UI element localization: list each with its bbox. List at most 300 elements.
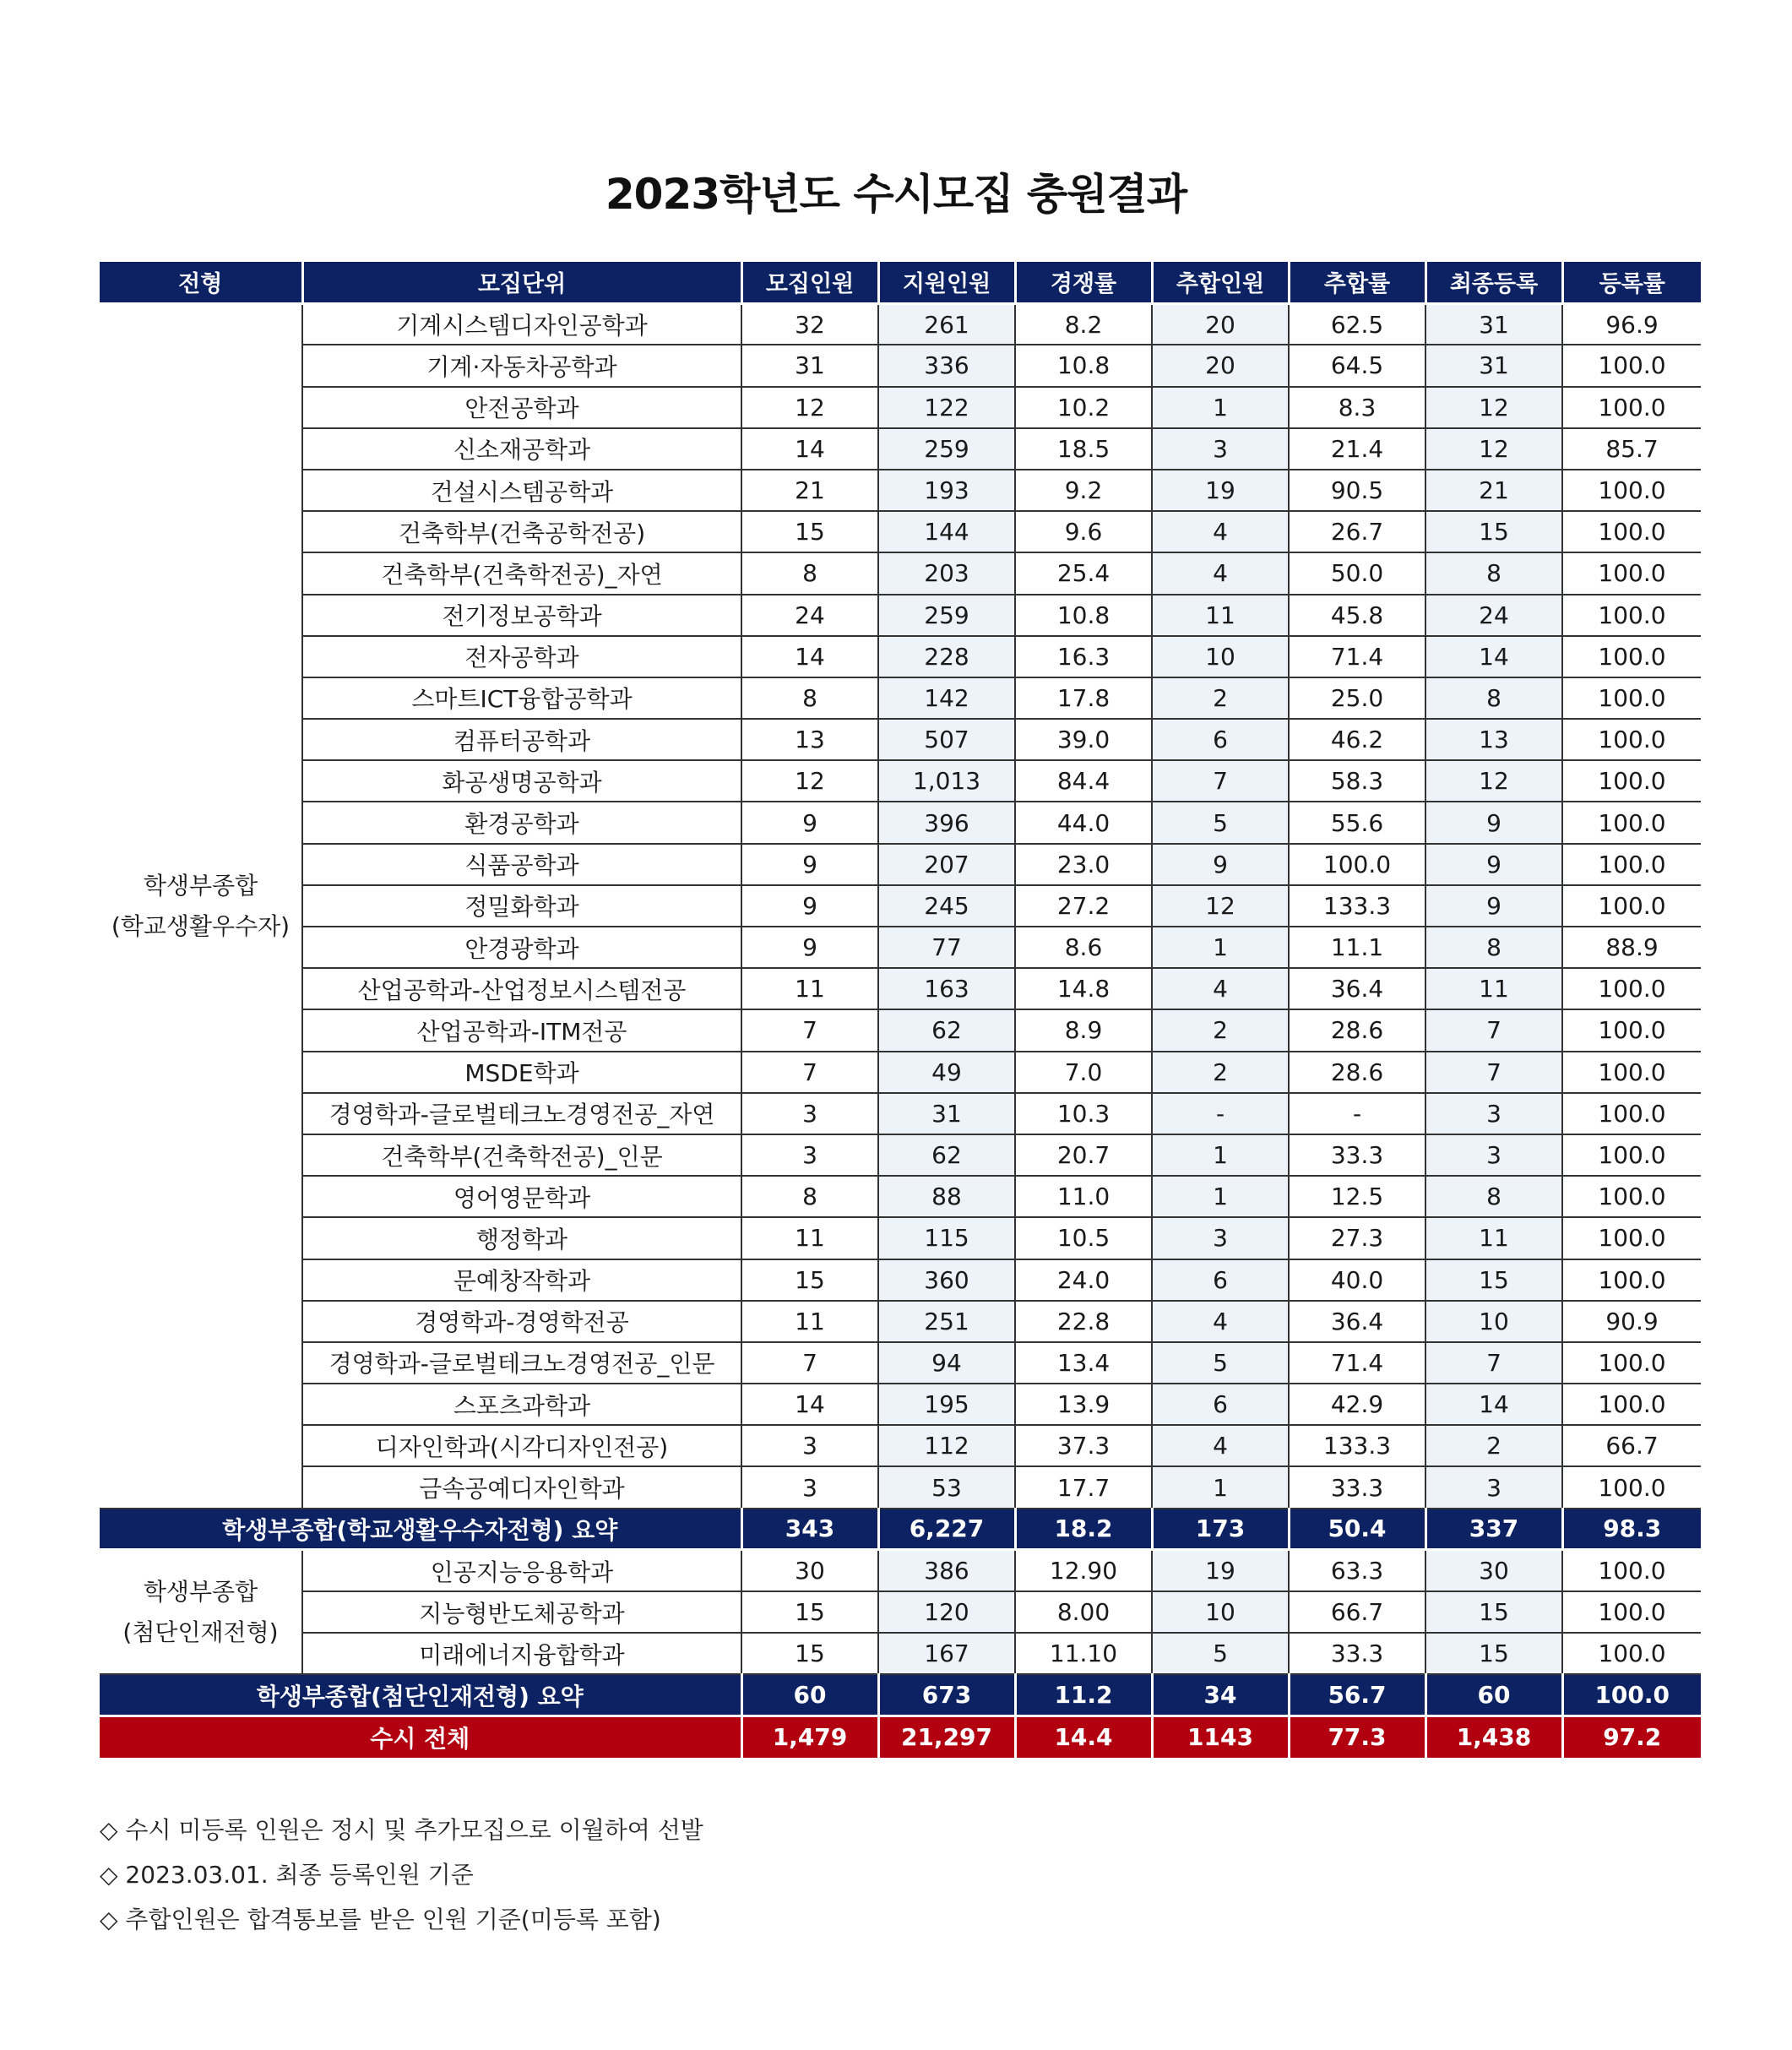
value-cell: 112	[878, 1425, 1015, 1466]
header-cell: 모집단위	[302, 262, 741, 303]
unit-name-cell: 미래에너지융합학과	[302, 1633, 741, 1674]
value-cell: 259	[878, 428, 1015, 470]
value-cell: 228	[878, 636, 1015, 677]
summary-value: 60	[741, 1674, 878, 1716]
value-cell: 193	[878, 470, 1015, 511]
summary-label: 학생부종합(첨단인재전형) 요약	[100, 1674, 741, 1716]
table-row	[100, 1466, 1701, 1508]
unit-name-cell: 행정학과	[302, 1217, 741, 1259]
unit-name-cell: 영어영문학과	[302, 1176, 741, 1217]
value-cell: 195	[878, 1384, 1015, 1425]
value-cell: 53	[878, 1466, 1015, 1508]
unit-name-cell: 건축학부(건축학전공)_자연	[302, 552, 741, 594]
value-cell: 9	[741, 885, 878, 927]
value-cell: 31	[741, 345, 878, 386]
value-cell: 8.6	[1015, 927, 1152, 968]
value-cell: 9.2	[1015, 470, 1152, 511]
value-cell: 14	[741, 1384, 878, 1425]
value-cell: 15	[741, 1259, 878, 1301]
value-cell: 3	[741, 1134, 878, 1176]
summary-value: 343	[741, 1509, 878, 1550]
summary-value: 56.7	[1289, 1674, 1425, 1716]
value-cell: 100.0	[1289, 844, 1425, 885]
value-cell: 10.2	[1015, 387, 1152, 428]
value-cell: 77	[878, 927, 1015, 968]
value-cell: 8	[1425, 677, 1562, 719]
value-cell: 100.0	[1562, 885, 1701, 927]
value-cell: 100.0	[1562, 1342, 1701, 1384]
value-cell: 11	[1425, 1217, 1562, 1259]
value-cell: 66.7	[1562, 1425, 1701, 1466]
value-cell: 39.0	[1015, 719, 1152, 760]
value-cell: 507	[878, 719, 1015, 760]
value-cell: 100.0	[1562, 1009, 1701, 1051]
unit-name-cell: 기계시스템디자인공학과	[302, 303, 741, 345]
value-cell: 18.5	[1015, 428, 1152, 470]
value-cell: 3	[1425, 1466, 1562, 1508]
value-cell: 10.5	[1015, 1217, 1152, 1259]
value-cell: 33.3	[1289, 1134, 1425, 1176]
value-cell: 12.5	[1289, 1176, 1425, 1217]
value-cell: 133.3	[1289, 885, 1425, 927]
table-row	[100, 1093, 1701, 1134]
table-row	[100, 1342, 1701, 1384]
value-cell: 12	[1425, 387, 1562, 428]
table-row	[100, 1633, 1701, 1674]
value-cell: 8	[741, 1176, 878, 1217]
value-cell: 33.3	[1289, 1633, 1425, 1674]
value-cell: 13	[1425, 719, 1562, 760]
value-cell: 71.4	[1289, 1342, 1425, 1384]
value-cell: 203	[878, 552, 1015, 594]
value-cell: 8.9	[1015, 1009, 1152, 1051]
value-cell: 96.9	[1562, 303, 1701, 345]
table-row	[100, 1009, 1701, 1051]
value-cell: 42.9	[1289, 1384, 1425, 1425]
value-cell: 3	[1425, 1093, 1562, 1134]
value-cell: 11	[1152, 595, 1289, 636]
value-cell: 3	[741, 1093, 878, 1134]
summary-value: 173	[1152, 1509, 1289, 1550]
value-cell: 10	[1152, 1591, 1289, 1633]
table-row	[100, 345, 1701, 386]
value-cell: 9	[741, 927, 878, 968]
value-cell: 2	[1425, 1425, 1562, 1466]
value-cell: 19	[1152, 470, 1289, 511]
summary-label: 학생부종합(학교생활우수자전형) 요약	[100, 1509, 741, 1550]
value-cell: 20.7	[1015, 1134, 1152, 1176]
value-cell: 10	[1425, 1301, 1562, 1342]
table-row	[100, 719, 1701, 760]
value-cell: 7	[1425, 1009, 1562, 1051]
value-cell: 2	[1152, 1052, 1289, 1093]
value-cell: 9	[1425, 802, 1562, 843]
value-cell: 11	[741, 1301, 878, 1342]
value-cell: 100.0	[1562, 345, 1701, 386]
value-cell: 62	[878, 1134, 1015, 1176]
value-cell: 1	[1152, 1466, 1289, 1508]
value-cell: 245	[878, 885, 1015, 927]
value-cell: 21	[1425, 470, 1562, 511]
header-cell: 전형	[100, 262, 302, 303]
unit-name-cell: 건축학부(건축학전공)_인문	[302, 1134, 741, 1176]
unit-name-cell: 건축학부(건축공학전공)	[302, 511, 741, 552]
value-cell: -	[1152, 1093, 1289, 1134]
table-row	[100, 387, 1701, 428]
unit-name-cell: 환경공학과	[302, 802, 741, 843]
category-cell	[100, 1550, 302, 1675]
value-cell: 9	[1425, 844, 1562, 885]
value-cell: 13	[741, 719, 878, 760]
value-cell: 62	[878, 1009, 1015, 1051]
value-cell: 6	[1152, 1384, 1289, 1425]
value-cell: 8	[741, 677, 878, 719]
total-value: 1143	[1152, 1716, 1289, 1758]
value-cell: 100.0	[1562, 511, 1701, 552]
value-cell: 9.6	[1015, 511, 1152, 552]
value-cell: 28.6	[1289, 1009, 1425, 1051]
value-cell: 15	[741, 511, 878, 552]
unit-name-cell: 화공생명공학과	[302, 760, 741, 802]
table-row	[100, 1217, 1701, 1259]
value-cell: 142	[878, 677, 1015, 719]
value-cell: 6	[1152, 719, 1289, 760]
value-cell: 10	[1152, 636, 1289, 677]
value-cell: 1	[1152, 1134, 1289, 1176]
value-cell: 32	[741, 303, 878, 345]
unit-name-cell: 정밀화학과	[302, 885, 741, 927]
value-cell: 50.0	[1289, 552, 1425, 594]
value-cell: 7	[1425, 1052, 1562, 1093]
value-cell: 84.4	[1015, 760, 1152, 802]
header-cell: 지원인원	[878, 262, 1015, 303]
value-cell: 2	[1152, 677, 1289, 719]
value-cell: 14	[741, 636, 878, 677]
table-row	[100, 968, 1701, 1009]
value-cell: 7.0	[1015, 1052, 1152, 1093]
value-cell: 12	[1425, 428, 1562, 470]
table-row	[100, 511, 1701, 552]
value-cell: 28.6	[1289, 1052, 1425, 1093]
unit-name-cell: 건설시스템공학과	[302, 470, 741, 511]
unit-name-cell: 지능형반도체공학과	[302, 1591, 741, 1633]
value-cell: 17.8	[1015, 677, 1152, 719]
value-cell: 261	[878, 303, 1015, 345]
value-cell: 5	[1152, 1342, 1289, 1384]
value-cell: 4	[1152, 552, 1289, 594]
value-cell: 20	[1152, 303, 1289, 345]
value-cell: 19	[1152, 1550, 1289, 1591]
value-cell: 25.4	[1015, 552, 1152, 594]
total-value: 97.2	[1562, 1716, 1701, 1758]
value-cell: 122	[878, 387, 1015, 428]
unit-name-cell: 산업공학과-산업정보시스템전공	[302, 968, 741, 1009]
unit-name-cell: 컴퓨터공학과	[302, 719, 741, 760]
value-cell: 100.0	[1562, 719, 1701, 760]
value-cell: 71.4	[1289, 636, 1425, 677]
value-cell: 3	[1425, 1134, 1562, 1176]
value-cell: 14	[741, 428, 878, 470]
unit-name-cell: 경영학과-글로벌테크노경영전공_자연	[302, 1093, 741, 1134]
table-row	[100, 927, 1701, 968]
summary-value: 11.2	[1015, 1674, 1152, 1716]
value-cell: 207	[878, 844, 1015, 885]
value-cell: 36.4	[1289, 968, 1425, 1009]
unit-name-cell: 금속공예디자인학과	[302, 1466, 741, 1508]
summary-value: 673	[878, 1674, 1015, 1716]
table-row	[100, 844, 1701, 885]
category-label: (첨단인재전형)	[122, 1618, 279, 1646]
unit-name-cell: 인공지능응용학과	[302, 1550, 741, 1591]
category-label: (학교생활우수자)	[111, 911, 291, 940]
total-value: 1,479	[741, 1716, 878, 1758]
value-cell: 396	[878, 802, 1015, 843]
value-cell: 62.5	[1289, 303, 1425, 345]
value-cell: 1	[1152, 927, 1289, 968]
header-row	[100, 262, 1701, 303]
value-cell: 10.8	[1015, 345, 1152, 386]
total-value: 1,438	[1425, 1716, 1562, 1758]
value-cell: 8	[741, 552, 878, 594]
value-cell: 27.3	[1289, 1217, 1425, 1259]
value-cell: 11.1	[1289, 927, 1425, 968]
value-cell: 100.0	[1562, 1217, 1701, 1259]
table-row	[100, 885, 1701, 927]
value-cell: 46.2	[1289, 719, 1425, 760]
table-row	[100, 1301, 1701, 1342]
value-cell: 9	[741, 802, 878, 843]
value-cell: 386	[878, 1550, 1015, 1591]
value-cell: 16.3	[1015, 636, 1152, 677]
value-cell: 100.0	[1562, 1384, 1701, 1425]
value-cell: 3	[1152, 428, 1289, 470]
value-cell: 15	[1425, 1633, 1562, 1674]
value-cell: 30	[1425, 1550, 1562, 1591]
table-row	[100, 1384, 1701, 1425]
value-cell: 15	[1425, 1591, 1562, 1633]
table-row	[100, 677, 1701, 719]
table-row	[100, 1591, 1701, 1633]
value-cell: 100.0	[1562, 844, 1701, 885]
value-cell: 17.7	[1015, 1466, 1152, 1508]
header-cell: 추합인원	[1152, 262, 1289, 303]
value-cell: 115	[878, 1217, 1015, 1259]
value-cell: 15	[1425, 511, 1562, 552]
table-row	[100, 1550, 1701, 1591]
value-cell: 100.0	[1562, 636, 1701, 677]
value-cell: 21.4	[1289, 428, 1425, 470]
summary-value: 98.3	[1562, 1509, 1701, 1550]
value-cell: 58.3	[1289, 760, 1425, 802]
value-cell: 100.0	[1562, 968, 1701, 1009]
value-cell: 259	[878, 595, 1015, 636]
value-cell: 14	[1425, 636, 1562, 677]
value-cell: 100.0	[1562, 1093, 1701, 1134]
table-row	[100, 1052, 1701, 1093]
unit-name-cell: 안전공학과	[302, 387, 741, 428]
total-value: 14.4	[1015, 1716, 1152, 1758]
value-cell: 4	[1152, 1425, 1289, 1466]
unit-name-cell: 전자공학과	[302, 636, 741, 677]
category-cell	[100, 303, 302, 1508]
table-row	[100, 428, 1701, 470]
value-cell: 100.0	[1562, 802, 1701, 843]
total-row	[100, 1716, 1701, 1758]
value-cell: 10.8	[1015, 595, 1152, 636]
category-label: 학생부종합	[143, 872, 258, 900]
value-cell: 13.9	[1015, 1384, 1152, 1425]
value-cell: 100.0	[1562, 1052, 1701, 1093]
value-cell: 4	[1152, 968, 1289, 1009]
unit-name-cell: 경영학과-경영학전공	[302, 1301, 741, 1342]
value-cell: 44.0	[1015, 802, 1152, 843]
unit-name-cell: 디자인학과(시각디자인전공)	[302, 1425, 741, 1466]
value-cell: 7	[741, 1342, 878, 1384]
value-cell: 31	[878, 1093, 1015, 1134]
unit-name-cell: 전기정보공학과	[302, 595, 741, 636]
value-cell: 90.9	[1562, 1301, 1701, 1342]
value-cell: 27.2	[1015, 885, 1152, 927]
value-cell: 7	[1425, 1342, 1562, 1384]
value-cell: 100.0	[1562, 677, 1701, 719]
table-row	[100, 470, 1701, 511]
value-cell: 15	[741, 1633, 878, 1674]
value-cell: 12.90	[1015, 1550, 1152, 1591]
value-cell: 23.0	[1015, 844, 1152, 885]
value-cell: 94	[878, 1342, 1015, 1384]
value-cell: 11.0	[1015, 1176, 1152, 1217]
value-cell: 5	[1152, 1633, 1289, 1674]
table-row	[100, 760, 1701, 802]
unit-name-cell: 안경광학과	[302, 927, 741, 968]
value-cell: 8	[1425, 552, 1562, 594]
value-cell: -	[1289, 1093, 1425, 1134]
value-cell: 45.8	[1289, 595, 1425, 636]
table-row	[100, 636, 1701, 677]
footnote: ◇ 2023.03.01. 최종 등록인원 기준	[100, 1861, 474, 1889]
total-value: 77.3	[1289, 1716, 1425, 1758]
value-cell: 25.0	[1289, 677, 1425, 719]
value-cell: 22.8	[1015, 1301, 1152, 1342]
value-cell: 100.0	[1562, 1550, 1701, 1591]
value-cell: 30	[741, 1550, 878, 1591]
value-cell: 8	[1425, 1176, 1562, 1217]
value-cell: 11	[1425, 968, 1562, 1009]
summary-value: 18.2	[1015, 1509, 1152, 1550]
value-cell: 100.0	[1562, 1633, 1701, 1674]
value-cell: 3	[741, 1425, 878, 1466]
summary-value: 34	[1152, 1674, 1289, 1716]
value-cell: 1	[1152, 387, 1289, 428]
value-cell: 100.0	[1562, 552, 1701, 594]
value-cell: 100.0	[1562, 1259, 1701, 1301]
value-cell: 8.00	[1015, 1591, 1152, 1633]
table-row	[100, 1176, 1701, 1217]
value-cell: 5	[1152, 802, 1289, 843]
value-cell: 63.3	[1289, 1550, 1425, 1591]
value-cell: 120	[878, 1591, 1015, 1633]
value-cell: 14	[1425, 1384, 1562, 1425]
value-cell: 12	[741, 387, 878, 428]
value-cell: 9	[1152, 844, 1289, 885]
value-cell: 8	[1425, 927, 1562, 968]
total-label: 수시 전체	[100, 1716, 741, 1758]
header-cell: 모집인원	[741, 262, 878, 303]
table-row	[100, 1259, 1701, 1301]
unit-name-cell: 스포츠과학과	[302, 1384, 741, 1425]
value-cell: 144	[878, 511, 1015, 552]
value-cell: 88.9	[1562, 927, 1701, 968]
value-cell: 88	[878, 1176, 1015, 1217]
footnote: ◇ 수시 미등록 인원은 정시 및 추가모집으로 이월하여 선발	[100, 1816, 703, 1844]
value-cell: 8.2	[1015, 303, 1152, 345]
value-cell: 40.0	[1289, 1259, 1425, 1301]
value-cell: 24	[741, 595, 878, 636]
value-cell: 1,013	[878, 760, 1015, 802]
value-cell: 133.3	[1289, 1425, 1425, 1466]
value-cell: 100.0	[1562, 1176, 1701, 1217]
value-cell: 100.0	[1562, 387, 1701, 428]
value-cell: 15	[1425, 1259, 1562, 1301]
unit-name-cell: MSDE학과	[302, 1052, 741, 1093]
value-cell: 100.0	[1562, 1466, 1701, 1508]
header-cell: 최종등록	[1425, 262, 1562, 303]
value-cell: 100.0	[1562, 760, 1701, 802]
value-cell: 7	[741, 1009, 878, 1051]
value-cell: 11	[741, 968, 878, 1009]
value-cell: 31	[1425, 345, 1562, 386]
table-row	[100, 303, 1701, 345]
value-cell: 100.0	[1562, 1591, 1701, 1633]
value-cell: 14.8	[1015, 968, 1152, 1009]
value-cell: 21	[741, 470, 878, 511]
value-cell: 64.5	[1289, 345, 1425, 386]
value-cell: 24	[1425, 595, 1562, 636]
value-cell: 8.3	[1289, 387, 1425, 428]
value-cell: 3	[1152, 1217, 1289, 1259]
value-cell: 2	[1152, 1009, 1289, 1051]
value-cell: 13.4	[1015, 1342, 1152, 1384]
value-cell: 360	[878, 1259, 1015, 1301]
value-cell: 1	[1152, 1176, 1289, 1217]
unit-name-cell: 산업공학과-ITM전공	[302, 1009, 741, 1051]
value-cell: 36.4	[1289, 1301, 1425, 1342]
value-cell: 66.7	[1289, 1591, 1425, 1633]
unit-name-cell: 경영학과-글로벌테크노경영전공_인문	[302, 1342, 741, 1384]
value-cell: 15	[741, 1591, 878, 1633]
page-title: 2023학년도 수시모집 충원결과	[605, 170, 1187, 219]
table-row	[100, 1425, 1701, 1466]
category-label: 학생부종합	[143, 1578, 258, 1607]
value-cell: 11.10	[1015, 1633, 1152, 1674]
footnote: ◇ 추합인원은 합격통보를 받은 인원 기준(미등록 포함)	[100, 1906, 661, 1933]
value-cell: 24.0	[1015, 1259, 1152, 1301]
value-cell: 37.3	[1015, 1425, 1152, 1466]
value-cell: 55.6	[1289, 802, 1425, 843]
value-cell: 9	[741, 844, 878, 885]
summary-value: 6,227	[878, 1509, 1015, 1550]
value-cell: 9	[1425, 885, 1562, 927]
summary-value: 50.4	[1289, 1509, 1425, 1550]
unit-name-cell: 신소재공학과	[302, 428, 741, 470]
value-cell: 7	[1152, 760, 1289, 802]
summary-value: 60	[1425, 1674, 1562, 1716]
value-cell: 100.0	[1562, 595, 1701, 636]
value-cell: 100.0	[1562, 470, 1701, 511]
value-cell: 49	[878, 1052, 1015, 1093]
summary-value: 337	[1425, 1509, 1562, 1550]
summary-row	[100, 1674, 1701, 1716]
